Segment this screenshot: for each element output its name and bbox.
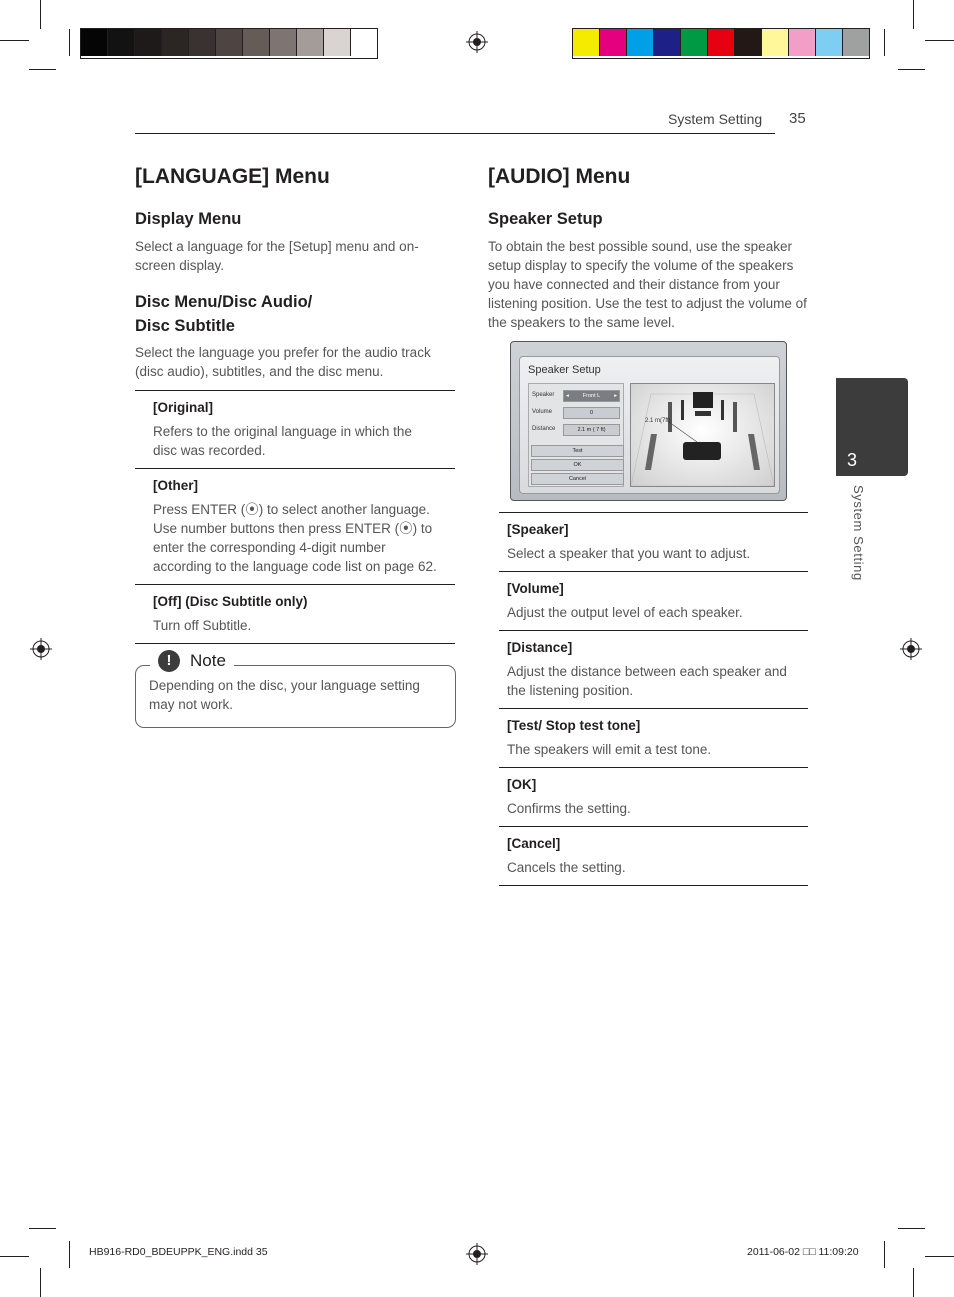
note-header — [150, 650, 234, 672]
disc-menu-heading-line1: Disc Menu/Disc Audio/ — [135, 293, 313, 311]
option-desc: Turn off Subtitle. — [153, 618, 252, 633]
room-distance-label: 2.1 m(7ft) — [645, 418, 671, 424]
test-button[interactable]: Test — [531, 445, 624, 457]
window-title: Speaker Setup — [528, 364, 601, 376]
color-swatch — [600, 29, 627, 56]
color-swatch — [735, 29, 762, 56]
language-menu-title: [LANGUAGE] Menu — [135, 165, 330, 188]
option-desc: Press ENTER (⦿) to select another language. Use number buttons then press ENTER (⦿) to enter the corresponding 4-digit number according to the language code list on page 62. — [153, 502, 437, 574]
speaker-setup-screenshot — [510, 341, 787, 501]
speaker-icon — [733, 402, 737, 432]
registration-mark-icon — [466, 31, 488, 53]
color-swatch — [816, 29, 843, 56]
settings-panel — [528, 383, 624, 487]
color-swatch — [708, 29, 735, 56]
disc-menu-heading-line2: Disc Subtitle — [135, 317, 235, 335]
color-swatch — [216, 29, 243, 56]
chapter-label: System Setting — [851, 485, 866, 581]
audio-options-table — [499, 512, 808, 886]
option-term: [Volume] — [507, 581, 564, 596]
color-swatch — [189, 29, 216, 56]
disc-menu-text: Select the language you prefer for the audio track (disc audio), subtitles, and the disc menu. — [135, 345, 431, 379]
option-desc: Confirms the setting. — [507, 801, 631, 816]
color-swatch — [135, 29, 162, 56]
footer-timestamp: 2011-06-02 □□ 11:09:20 — [747, 1246, 859, 1258]
option-row — [499, 768, 808, 827]
distance-label: Distance — [532, 426, 556, 432]
color-swatch — [627, 29, 654, 56]
running-header-title: System Setting — [668, 111, 763, 127]
option-term: [Test/ Stop test tone] — [507, 718, 641, 733]
color-swatch — [573, 29, 600, 56]
option-term: [Other] — [153, 478, 198, 493]
speaker-icon — [645, 434, 657, 470]
footer-filename: HB916-RD0_BDEUPPK_ENG.indd 35 — [89, 1246, 268, 1258]
cancel-button[interactable]: Cancel — [531, 473, 624, 485]
option-term: [Original] — [153, 400, 213, 415]
color-swatch — [81, 29, 108, 56]
option-term: [Speaker] — [507, 522, 569, 537]
speaker-setup-heading: Speaker Setup — [488, 210, 603, 228]
color-swatch — [351, 29, 377, 56]
grayscale-color-bar — [80, 28, 378, 59]
registration-mark-icon — [30, 638, 52, 660]
speaker-icon — [748, 434, 760, 470]
volume-value[interactable]: 0 — [563, 407, 620, 419]
display-menu-heading: Display Menu — [135, 210, 242, 228]
option-desc: Adjust the output level of each speaker. — [507, 605, 743, 620]
display-menu-text: Select a language for the [Setup] menu and on-screen display. — [135, 239, 419, 273]
speaker-icon — [695, 411, 711, 416]
color-swatch — [270, 29, 297, 56]
option-row — [499, 572, 808, 631]
option-term: [Off] (Disc Subtitle only) — [153, 594, 308, 609]
ok-button[interactable]: OK — [531, 459, 624, 471]
color-swatch — [162, 29, 189, 56]
option-row — [135, 391, 455, 469]
exclamation-icon: ! — [158, 650, 180, 672]
option-desc: Adjust the distance between each speaker and the listening position. — [507, 664, 787, 698]
cmyk-color-bar — [572, 28, 870, 59]
option-row — [135, 585, 455, 644]
speaker-setup-text: To obtain the best possible sound, use the speaker setup display to specify the volume of the speakers you have connected and their distance from your listening position. Use the test to adjust the volume of the speakers to the same level. — [488, 239, 807, 330]
speaker-icon — [681, 400, 684, 420]
speaker-room-view — [630, 383, 775, 487]
registration-mark-icon — [466, 1243, 488, 1265]
sofa-icon — [683, 442, 721, 460]
option-row — [499, 709, 808, 768]
tv-icon — [693, 392, 713, 408]
speaker-label: Speaker — [532, 392, 555, 398]
option-row — [499, 631, 808, 709]
arrow-right-icon: ▸ — [614, 393, 617, 399]
option-row — [135, 469, 455, 585]
option-row — [499, 513, 808, 572]
option-desc: Refers to the original language in which the disc was recorded. — [153, 424, 412, 458]
option-term: [Distance] — [507, 640, 573, 655]
option-term: [OK] — [507, 777, 537, 792]
note-title: Note — [190, 651, 226, 670]
speaker-value: Front L — [582, 393, 601, 399]
language-options-table — [135, 390, 455, 644]
header-rule — [135, 133, 775, 134]
arrow-left-icon: ◂ — [566, 393, 569, 399]
chapter-number: 3 — [847, 450, 858, 470]
color-swatch — [681, 29, 708, 56]
color-swatch — [762, 29, 789, 56]
speaker-selector[interactable] — [563, 390, 620, 402]
option-desc: Select a speaker that you want to adjust. — [507, 546, 751, 561]
room-illustration — [631, 384, 774, 486]
color-swatch — [654, 29, 681, 56]
option-desc: The speakers will emit a test tone. — [507, 742, 712, 757]
speaker-setup-window — [519, 356, 780, 494]
note-text: Depending on the disc, your language setting may not work. — [149, 678, 420, 712]
option-desc: Cancels the setting. — [507, 860, 626, 875]
color-swatch — [108, 29, 135, 56]
color-swatch — [324, 29, 351, 56]
speaker-icon — [721, 400, 724, 420]
color-swatch — [243, 29, 270, 56]
distance-value[interactable]: 2.1 m ( 7 ft) — [563, 424, 620, 436]
option-term: [Cancel] — [507, 836, 561, 851]
color-swatch — [843, 29, 869, 56]
registration-mark-icon — [900, 638, 922, 660]
speaker-icon — [668, 402, 672, 432]
audio-menu-title: [AUDIO] Menu — [488, 165, 631, 188]
page-number: 35 — [789, 110, 806, 127]
option-row — [499, 827, 808, 886]
volume-label: Volume — [532, 409, 553, 415]
color-swatch — [789, 29, 816, 56]
color-swatch — [297, 29, 324, 56]
